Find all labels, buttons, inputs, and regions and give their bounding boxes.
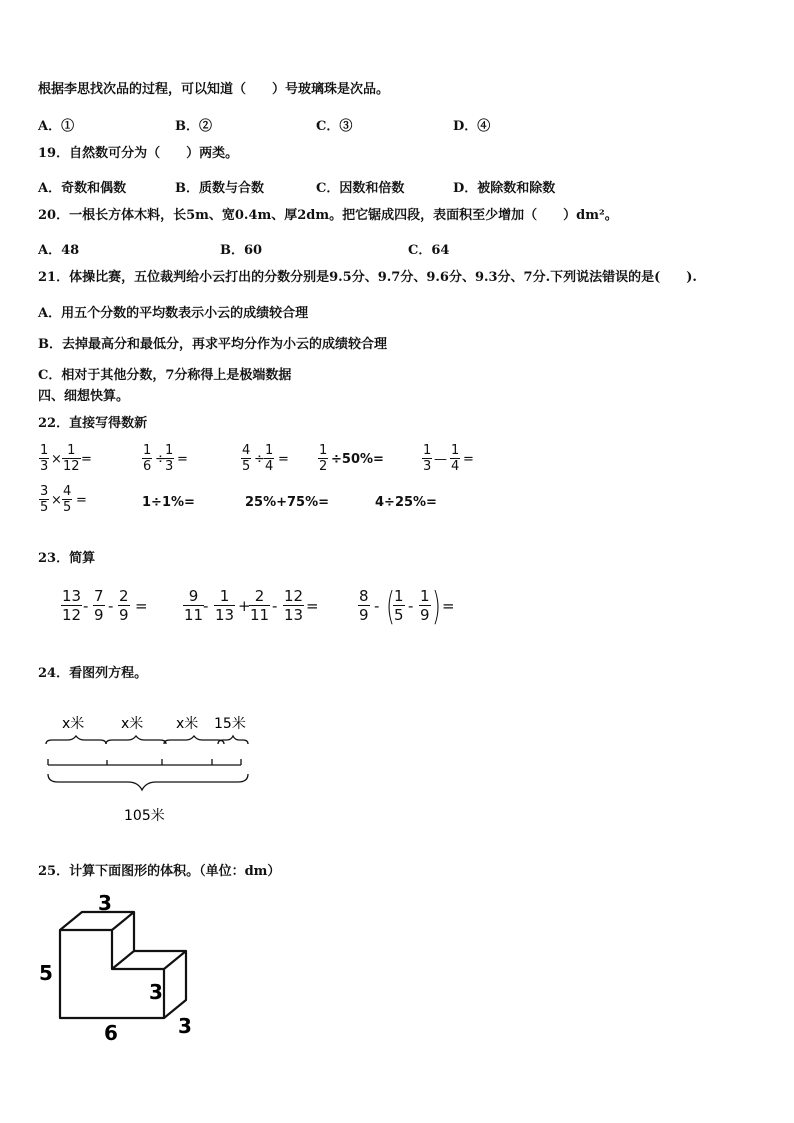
- q18-option-a[interactable]: A．①: [38, 119, 75, 134]
- equals-sign: =: [442, 597, 455, 615]
- section-4-heading: 四、细想快算。: [38, 389, 130, 404]
- q19-option-d[interactable]: D．被除数和除数: [453, 181, 556, 196]
- q18-option-b[interactable]: B．②: [175, 119, 212, 134]
- operator: -: [374, 597, 380, 615]
- question-18-text: 根据李思找次品的过程，可以知道（ ）号玻璃珠是次品。: [38, 82, 390, 97]
- equals-sign: =: [306, 597, 319, 615]
- operator: -: [408, 597, 414, 615]
- q18-option-d[interactable]: D．④: [453, 119, 491, 134]
- total-label: 105米: [124, 808, 165, 824]
- q20-option-b[interactable]: B．60: [220, 243, 263, 258]
- fraction: 13 12: [62, 587, 82, 624]
- fraction: 4 5: [63, 484, 72, 515]
- fraction: 1 6: [143, 443, 152, 474]
- equals-sign: =: [177, 452, 188, 467]
- question-24-text: 24．看图列方程。: [38, 666, 148, 681]
- fraction: 1 3: [40, 443, 49, 474]
- fraction: 9 11: [184, 587, 204, 624]
- q21-option-b[interactable]: B．去掉最高分和最低分，再求平均分作为小云的成绩较合理: [38, 337, 387, 352]
- top-brace-4: [218, 736, 248, 744]
- fraction: 1 13: [215, 587, 235, 624]
- top-brace-3: [164, 736, 224, 744]
- fraction: 4 5: [242, 443, 251, 474]
- expression-tail: ÷50%=: [331, 452, 384, 467]
- fraction: 2 9: [119, 587, 129, 624]
- operator: ×: [51, 493, 62, 508]
- question-21-text: 21．体操比赛，五位裁判给小云打出的分数分别是9.5分、9.7分、9.6分、9.3分、7分.下列说法错误的是( ).: [38, 270, 697, 285]
- operator: -: [108, 597, 114, 615]
- fraction: 8 9: [359, 587, 369, 624]
- seg-label-3: x米: [176, 716, 199, 732]
- right-paren: ): [431, 584, 441, 628]
- line-segment-diagram: [40, 708, 260, 828]
- dim-inner: 3: [149, 980, 163, 1004]
- q19-option-c[interactable]: C．因数和倍数: [316, 181, 405, 196]
- dim-bottom: 6: [104, 1021, 118, 1045]
- dim-left: 5: [39, 961, 53, 985]
- dim-depth: 3: [178, 1014, 192, 1038]
- l-shaped-solid-figure: [36, 890, 206, 1050]
- question-23-text: 23．简算: [38, 551, 96, 566]
- equals-sign: =: [135, 597, 148, 615]
- equals-sign: =: [76, 493, 87, 508]
- equals-sign: =: [278, 452, 289, 467]
- q20-option-a[interactable]: A．48: [38, 243, 80, 258]
- operator: ÷: [155, 452, 166, 467]
- fraction: 12 13: [284, 587, 304, 624]
- operator: +: [238, 597, 251, 615]
- equals-sign: =: [463, 452, 474, 467]
- seg-label-1: x米: [62, 716, 85, 732]
- fraction: 1 3: [423, 443, 432, 474]
- operator: -: [203, 597, 209, 615]
- fraction: 1 12: [63, 443, 80, 474]
- operator: -: [272, 597, 278, 615]
- q21-option-c[interactable]: C．相对于其他分数，7分称得上是极端数据: [38, 368, 292, 383]
- fraction: 1 4: [265, 443, 274, 474]
- seg-label-4: 15米: [214, 716, 246, 732]
- seg-label-2: x米: [121, 716, 144, 732]
- question-22-text: 22．直接写得数新: [38, 416, 148, 431]
- q22-expr-8: 25%+75%=: [245, 495, 330, 510]
- operator: -: [83, 597, 89, 615]
- q22-expr-7: 1÷1%=: [142, 495, 195, 510]
- fraction: 1 4: [451, 443, 460, 474]
- q18-option-c[interactable]: C．③: [316, 119, 353, 134]
- question-20-text: 20．一根长方体木料，长5m、宽0.4m、厚2dm。把它锯成四段，表面积至少增加（ ）dm²。: [38, 208, 618, 223]
- question-19-text: 19．自然数可分为（ ）两类。: [38, 146, 239, 161]
- fraction: 1 9: [420, 587, 430, 624]
- q21-option-a[interactable]: A．用五个分数的平均数表示小云的成绩较合理: [38, 306, 309, 321]
- fraction: 7 9: [94, 587, 104, 624]
- q19-option-b[interactable]: B．质数与合数: [175, 181, 264, 196]
- top-brace-2: [106, 736, 166, 744]
- fraction: 1 5: [394, 587, 404, 624]
- q22-expr-9: 4÷25%=: [375, 495, 437, 510]
- question-25-text: 25．计算下面图形的体积。（单位：dm）: [38, 864, 281, 879]
- dim-top: 3: [98, 891, 112, 915]
- fraction: 3 5: [40, 484, 49, 515]
- bottom-brace: [48, 774, 248, 790]
- left-paren: (: [385, 584, 395, 628]
- operator: ÷: [254, 452, 265, 467]
- top-brace-1: [46, 736, 106, 744]
- q19-option-a[interactable]: A．奇数和偶数: [38, 181, 127, 196]
- q20-option-c[interactable]: C．64: [408, 243, 450, 258]
- operator: ×: [51, 452, 62, 467]
- fraction: 2 11: [250, 587, 270, 624]
- fraction: 1 2: [319, 443, 328, 474]
- equals-sign: =: [81, 452, 92, 467]
- fraction: 1 3: [165, 443, 174, 474]
- operator: —: [434, 452, 447, 467]
